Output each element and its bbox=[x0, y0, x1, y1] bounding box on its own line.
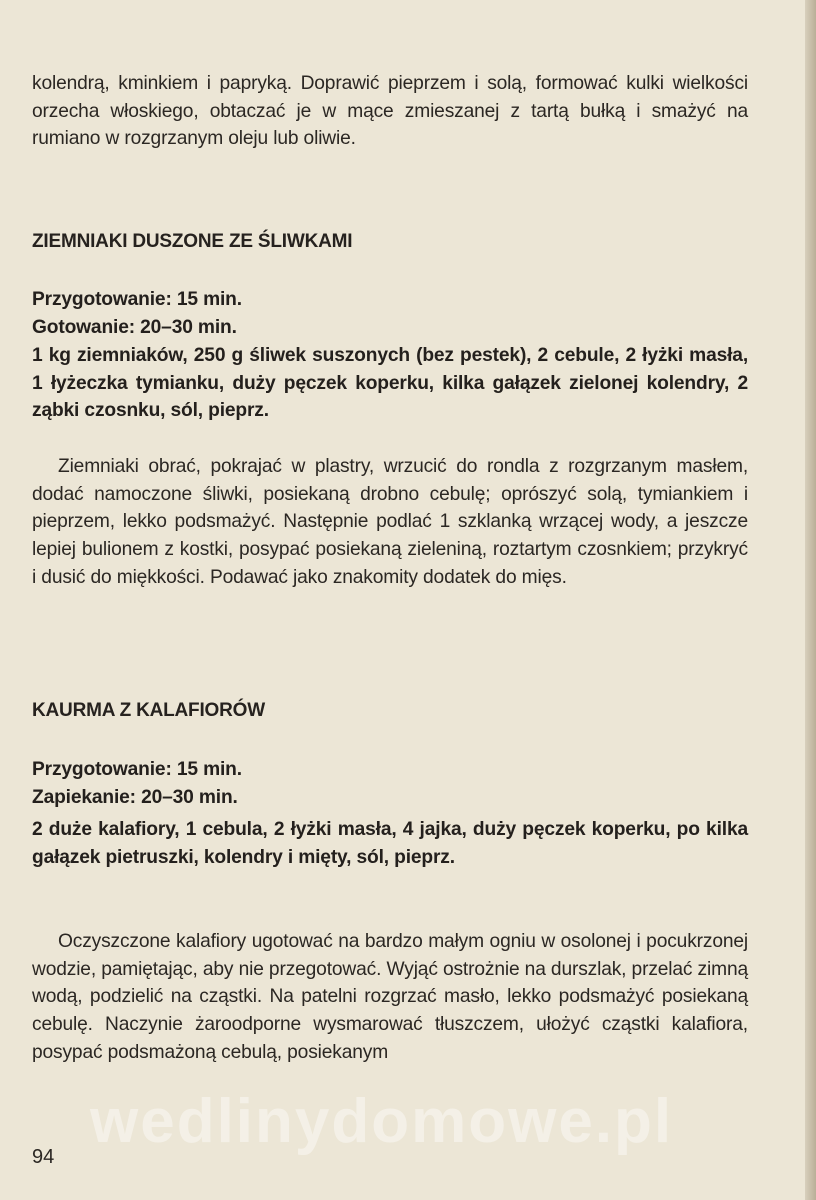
recipe-instructions-kaurma: Oczyszczone kalafiory ugotować na bardzo małym ogniu w osolonej i pocukrzonej wodzie, pamiętając, aby nie przegotować. Wyjąć ostrożnie na durszlak, przelać zimną wodą, podzielić na cząstki. Na patelni rozgrzać masło, lekko podsmażyć posiekaną cebulę. Naczynie żaroodporne wysmarować tłuszczem, ułożyć cząstki kalafiora, posypać podsmażoną cebulą, posiekanym bbox=[32, 931, 748, 1063]
recipe-cook-time-ziemniaki: Gotowanie: 20–30 min. bbox=[32, 317, 237, 338]
recipe-ingredients-ziemniaki: 1 kg ziemniaków, 250 g śliwek suszonych (bez pestek), 2 cebule, 2 łyżki masła, 1 łyżeczka tymianku, duży pęczek koperku, kilka gałązek zielonej kolendry, 2 ząbki czosnku, sól, pieprz. bbox=[32, 345, 748, 422]
recipe-title-kaurma: KAURMA Z KALAFIORÓW bbox=[32, 700, 265, 721]
watermark: wedlinydomowe.pl bbox=[90, 1087, 674, 1156]
intro-paragraph: kolendrą, kminkiem i papryką. Doprawić pieprzem i solą, formować kulki wielkości orzecha włoskiego, obtaczać je w mące zmieszanej z tartą bułką i smażyć na rumiano w rozgrzanym oleju lub oliwie. bbox=[32, 73, 748, 150]
recipe-prep-time-kaurma: Przygotowanie: 15 min. bbox=[32, 759, 242, 780]
book-spine-edge bbox=[805, 0, 816, 1200]
recipe-ingredients-kaurma: 2 duże kalafiory, 1 cebula, 2 łyżki masła, 4 jajka, duży pęczek koperku, po kilka gałązek pietruszki, kolendry i mięty, sól, pieprz. bbox=[32, 819, 748, 868]
recipe-title-ziemniaki: ZIEMNIAKI DUSZONE ZE ŚLIWKAMI bbox=[32, 231, 353, 252]
page-number: 94 bbox=[32, 1146, 55, 1168]
recipe-cook-time-kaurma: Zapiekanie: 20–30 min. bbox=[32, 787, 238, 808]
recipe-prep-time-ziemniaki: Przygotowanie: 15 min. bbox=[32, 289, 242, 310]
recipe-instructions-ziemniaki: Ziemniaki obrać, pokrajać w plastry, wrzucić do rondla z rozgrzanym masłem, dodać namoczone śliwki, posiekaną drobno cebulę; oprószyć solą, tymiankiem i pieprzem, lekko podsmażyć. Następnie podlać 1 szklanką wrzącej wody, a jeszcze lepiej bulionem z kostki, posypać posiekaną zieleniną, roztartym czosnkiem; przykryć i dusić do miękkości. Podawać jako znakomity dodatek do mięs. bbox=[32, 456, 748, 588]
